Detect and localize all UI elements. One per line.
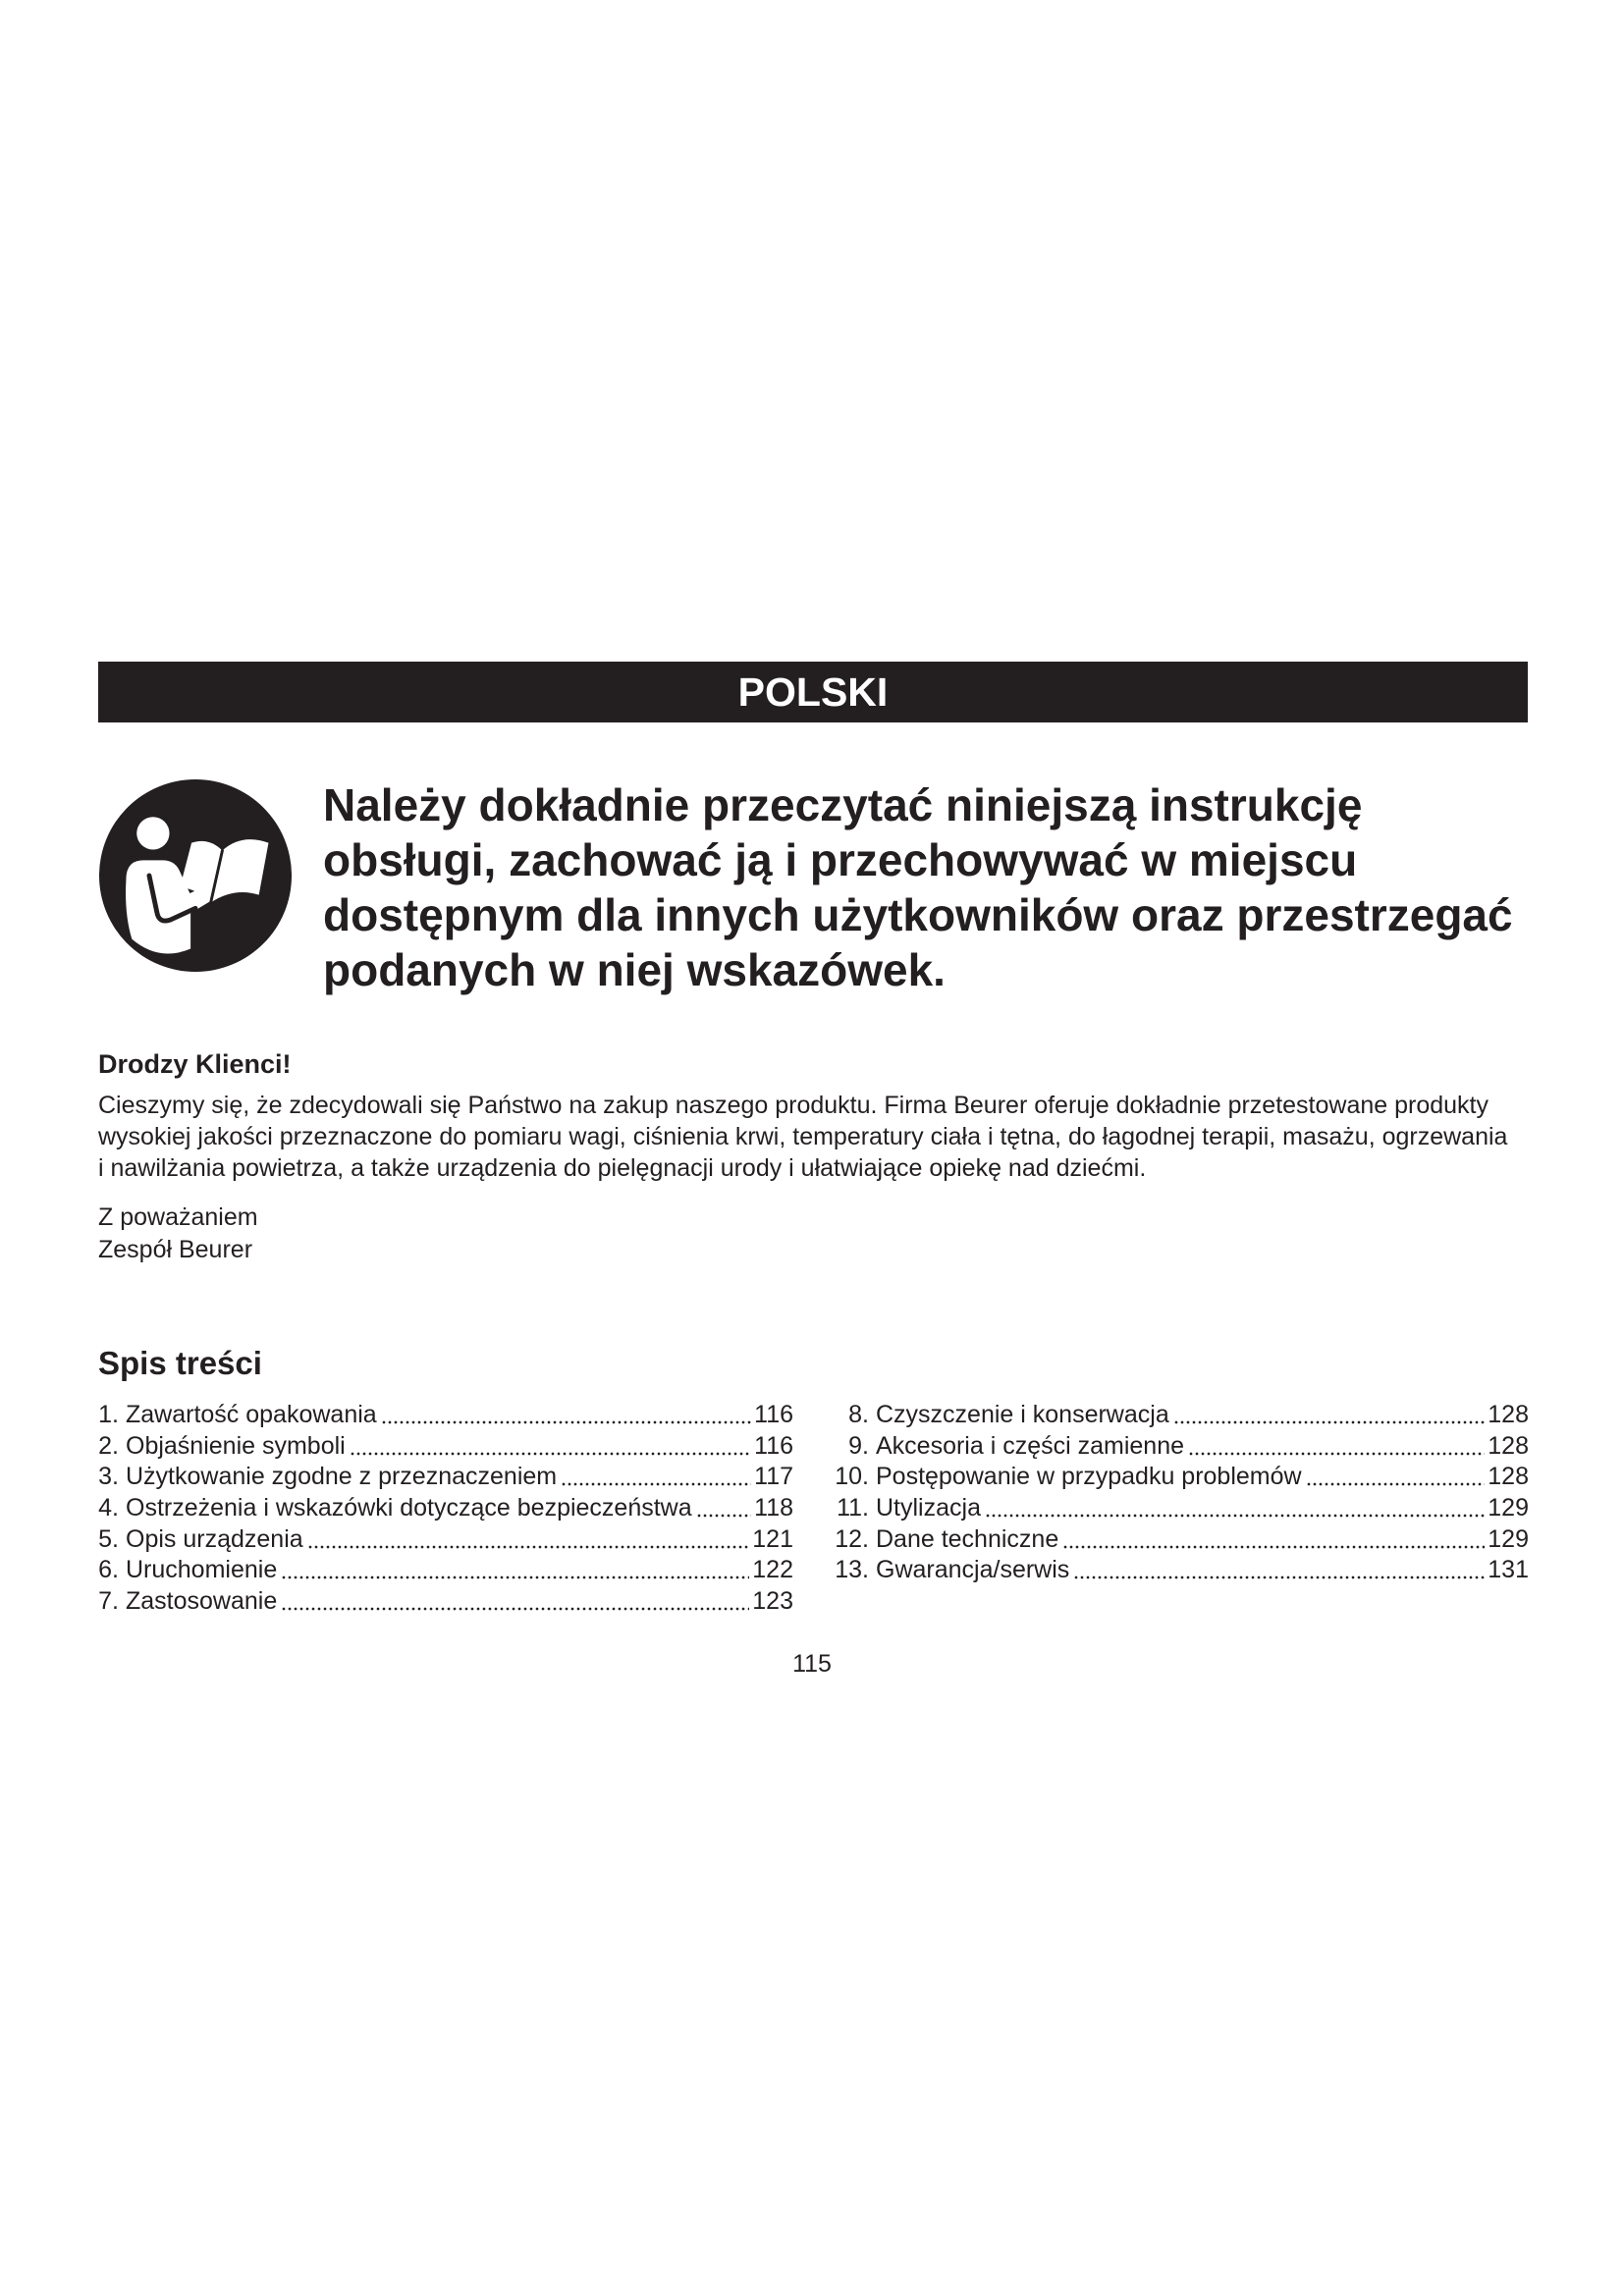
toc-dot-leader xyxy=(381,1400,751,1431)
toc-dot-leader xyxy=(1173,1400,1486,1431)
toc-dot-leader xyxy=(307,1524,750,1556)
toc-dot-leader xyxy=(281,1586,749,1618)
toc-entry-page: 128 xyxy=(1488,1401,1529,1428)
toc-entry-number: 3. xyxy=(98,1463,119,1491)
closing xyxy=(98,1201,258,1266)
intro-paragraph: Cieszymy się, że zdecydowali się Państwo na zakup naszego produktu. Firma Beurer oferuje dokładnie przetestowane produkty wysokiej jakości przeznaczone do pomiaru wagi, ciśnienia krwi, temperatury ciała i tętna, do łagodnej terapii, masażu, ogrzewania i nawilżania powietrza, a także urządzenia do pielęgnacji urody i ułatwiające opiekę nad dziećmi. xyxy=(98,1092,1508,1182)
toc-entry-number: 10. xyxy=(835,1463,869,1491)
toc-entry xyxy=(98,1400,793,1431)
toc-dot-leader xyxy=(1306,1462,1486,1493)
toc-entry-page: 131 xyxy=(1488,1556,1529,1584)
toc-entry xyxy=(835,1555,1529,1586)
toc-entry-title: Uruchomienie xyxy=(126,1556,278,1584)
toc-column-left xyxy=(98,1400,793,1618)
toc-entry-title: Gwarancja/serwis xyxy=(876,1556,1070,1584)
toc-entry-title: Użytkowanie zgodne z przeznaczeniem xyxy=(126,1463,558,1491)
closing-signature: Zespół Beurer xyxy=(98,1236,253,1263)
icon-head xyxy=(136,817,169,849)
toc-entry xyxy=(835,1462,1529,1493)
toc-entry-title: Utylizacja xyxy=(876,1494,981,1522)
toc-column-right xyxy=(835,1400,1529,1586)
toc-entry-title: Dane techniczne xyxy=(876,1524,1059,1553)
toc-dot-leader xyxy=(281,1555,749,1586)
toc-entry-number: 11. xyxy=(837,1494,869,1522)
toc-entry xyxy=(98,1431,793,1463)
closing-salutation: Z poważaniem xyxy=(98,1203,258,1231)
toc-dot-leader xyxy=(1188,1431,1485,1463)
toc-entry-title: Czyszczenie i konserwacja xyxy=(876,1401,1169,1428)
toc-dot-leader xyxy=(696,1493,752,1524)
page-number: 115 xyxy=(792,1650,832,1678)
toc-entry-page: 116 xyxy=(754,1401,793,1428)
toc-entry xyxy=(835,1493,1529,1524)
toc-entry-page: 122 xyxy=(752,1556,793,1584)
language-banner xyxy=(98,662,1528,722)
toc-entry-page: 116 xyxy=(754,1431,793,1460)
toc-entry-title: Zawartość opakowania xyxy=(126,1401,377,1428)
toc-dot-leader xyxy=(985,1493,1485,1524)
language-title: POLSKI xyxy=(737,669,889,715)
toc-entry-title: Postępowanie w przypadku problemów xyxy=(876,1463,1302,1491)
toc-entry-page: 129 xyxy=(1488,1494,1529,1522)
read-instructions-icon-graphic xyxy=(99,779,292,972)
toc-entry xyxy=(835,1524,1529,1556)
toc-entry xyxy=(98,1493,793,1524)
toc-entry-title: Akcesoria i części zamienne xyxy=(876,1431,1185,1460)
instructions-notice: Należy dokładnie przeczytać niniejszą instrukcję obsługi, zachować ją i przechowywać w miejscu dostępnym dla innych użytkowników oraz przestrzegać podanych w niej wskazówek. xyxy=(323,779,1513,995)
toc-entry-number: 9. xyxy=(848,1431,869,1460)
toc-entry-page: 128 xyxy=(1488,1431,1529,1460)
toc-entry-number: 2. xyxy=(98,1431,119,1460)
toc-entry-number: 5. xyxy=(98,1524,119,1553)
toc-entry xyxy=(98,1555,793,1586)
toc-entry xyxy=(98,1462,793,1493)
toc-entry-title: Opis urządzenia xyxy=(126,1524,303,1553)
toc-entry-number: 4. xyxy=(98,1494,119,1522)
toc-entry xyxy=(98,1524,793,1556)
toc-dot-leader xyxy=(350,1431,751,1463)
toc-entry-page: 121 xyxy=(752,1524,793,1553)
toc-entry xyxy=(835,1400,1529,1431)
toc-entry-number: 1. xyxy=(98,1401,119,1428)
toc-entry-number: 6. xyxy=(98,1556,119,1584)
read-instructions-icon xyxy=(99,779,292,972)
toc-dot-leader xyxy=(1073,1555,1485,1586)
toc-entry-page: 129 xyxy=(1488,1524,1529,1553)
toc-entry-number: 7. xyxy=(98,1587,119,1616)
toc-entry-page: 117 xyxy=(754,1463,793,1491)
toc-entry-number: 8. xyxy=(848,1401,869,1428)
toc-entry-title: Zastosowanie xyxy=(126,1587,278,1616)
toc-dot-leader xyxy=(1062,1524,1485,1556)
toc-entry-title: Objaśnienie symboli xyxy=(126,1431,346,1460)
toc-entry-number: 12. xyxy=(835,1524,869,1553)
toc-entry xyxy=(98,1586,793,1618)
greeting: Drodzy Klienci! xyxy=(98,1049,292,1079)
toc-entry-title: Ostrzeżenia i wskazówki dotyczące bezpieczeństwa xyxy=(126,1494,692,1522)
toc-entry xyxy=(835,1431,1529,1463)
toc-entry-number: 13. xyxy=(835,1556,869,1584)
toc-title: Spis treści xyxy=(98,1345,262,1381)
toc-entry-page: 128 xyxy=(1488,1463,1529,1491)
toc-entry-page: 123 xyxy=(752,1587,793,1616)
toc-entry-page: 118 xyxy=(754,1494,793,1522)
toc-dot-leader xyxy=(561,1462,751,1493)
